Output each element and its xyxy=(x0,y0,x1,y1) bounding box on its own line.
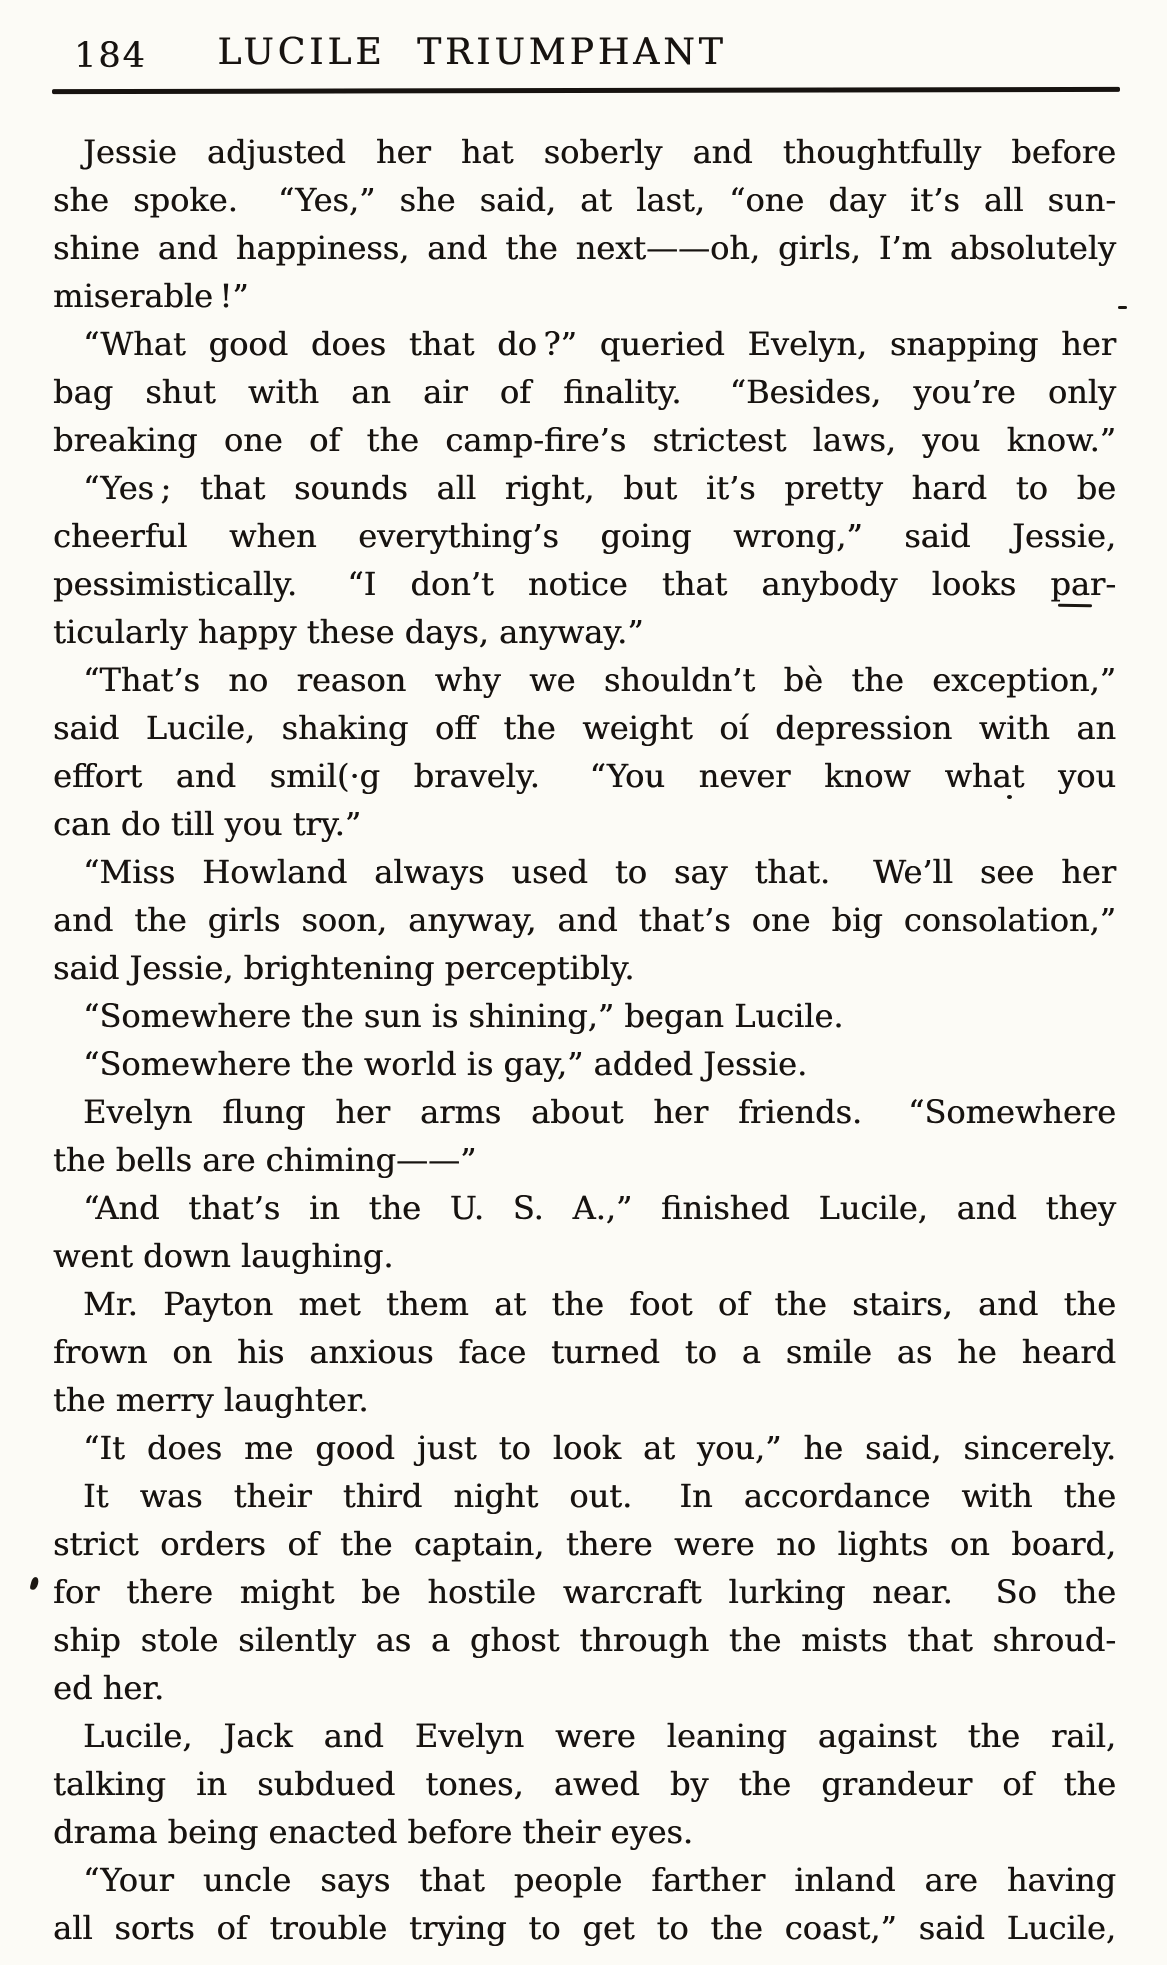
text-line: “Somewhere the world is gay,” added Jessie. xyxy=(83,1045,808,1083)
text-line: shine and happiness, and the next——oh, girls, I’m absolutely xyxy=(53,229,1116,267)
text-line: “That’s no reason why we shouldn’t bè the exception,” xyxy=(83,661,1116,699)
text-line: “It does me good just to look at you,” he said, sincerely. xyxy=(83,1429,1116,1467)
text-line: Lucile, Jack and Evelyn were leaning against the rail, xyxy=(83,1717,1116,1755)
text-line: It was their third night out. In accordance with the xyxy=(83,1477,1116,1515)
text-line: breaking one of the camp-fire’s strictest laws, you know.” xyxy=(53,421,1116,459)
ink-speck xyxy=(1118,306,1127,309)
text-line: and the girls soon, anyway, and that’s one big consolation,” xyxy=(53,901,1116,939)
text-line: Evelyn flung her arms about her friends. “Somewhere xyxy=(83,1093,1116,1131)
text-line: Jessie adjusted her hat soberly and thoughtfully before xyxy=(83,133,1116,171)
text-line: said Lucile, shaking off the weight oí depression with an xyxy=(53,709,1116,747)
ink-speck xyxy=(1007,795,1012,799)
text-line: cheerful when everything’s going wrong,” said Jessie, xyxy=(53,517,1116,555)
text-line: the bells are chiming——” xyxy=(53,1141,477,1179)
text-line: “Somewhere the sun is shining,” began Lucile. xyxy=(83,997,844,1035)
text-line: drama being enacted before their eyes. xyxy=(53,1813,693,1851)
text-line: “Your uncle says that people farther inland are having xyxy=(83,1861,1116,1899)
text-line: can do till you try.” xyxy=(53,805,362,843)
text-line: pessimistically. “I don’t notice that anybody looks par- xyxy=(53,565,1116,603)
text-line: bag shut with an air of finality. “Besides, you’re only xyxy=(53,373,1116,411)
text-line: strict orders of the captain, there were no lights on board, xyxy=(53,1525,1116,1563)
text-line: the merry laughter. xyxy=(53,1381,369,1419)
page-body xyxy=(53,128,1116,1952)
text-line: “Yes ; that sounds all right, but it’s pretty hard to be xyxy=(83,469,1116,507)
text-line: she spoke. “Yes,” she said, at last, “one day it’s all sun- xyxy=(53,181,1116,219)
text-line: for there might be hostile warcraft lurking near. So the xyxy=(53,1573,1116,1611)
text-line: frown on his anxious face turned to a smile as he heard xyxy=(53,1333,1116,1371)
text-line: “And that’s in the U. S. A.,” finished Lucile, and they xyxy=(83,1189,1116,1227)
running-title: LUCILE TRIUMPHANT xyxy=(217,32,727,73)
header-rule xyxy=(52,87,1120,94)
ink-speck xyxy=(30,1576,40,1590)
text-line: ship stole silently as a ghost through the mists that shroud- xyxy=(53,1621,1116,1659)
text-line: said Jessie, brightening perceptibly. xyxy=(53,949,635,987)
text-line: ed her. xyxy=(53,1669,165,1707)
text-line: “Miss Howland always used to say that. We’ll see her xyxy=(83,853,1116,891)
text-line: ticularly happy these days, anyway.” xyxy=(53,613,644,651)
text-line: talking in subdued tones, awed by the grandeur of the xyxy=(53,1765,1116,1803)
text-line: effort and smil(·g bravely. “You never know what you xyxy=(53,757,1116,795)
page-number: 184 xyxy=(74,36,147,76)
text-line: all sorts of trouble trying to get to the coast,” said Lucile, xyxy=(53,1909,1116,1947)
text-line: went down laughing. xyxy=(53,1237,394,1275)
text-line: miserable !” xyxy=(53,277,249,315)
text-line: Mr. Payton met them at the foot of the stairs, and the xyxy=(83,1285,1116,1323)
text-line: “What good does that do ?” queried Evelyn, snapping her xyxy=(83,325,1116,363)
ink-mark xyxy=(1058,604,1092,608)
